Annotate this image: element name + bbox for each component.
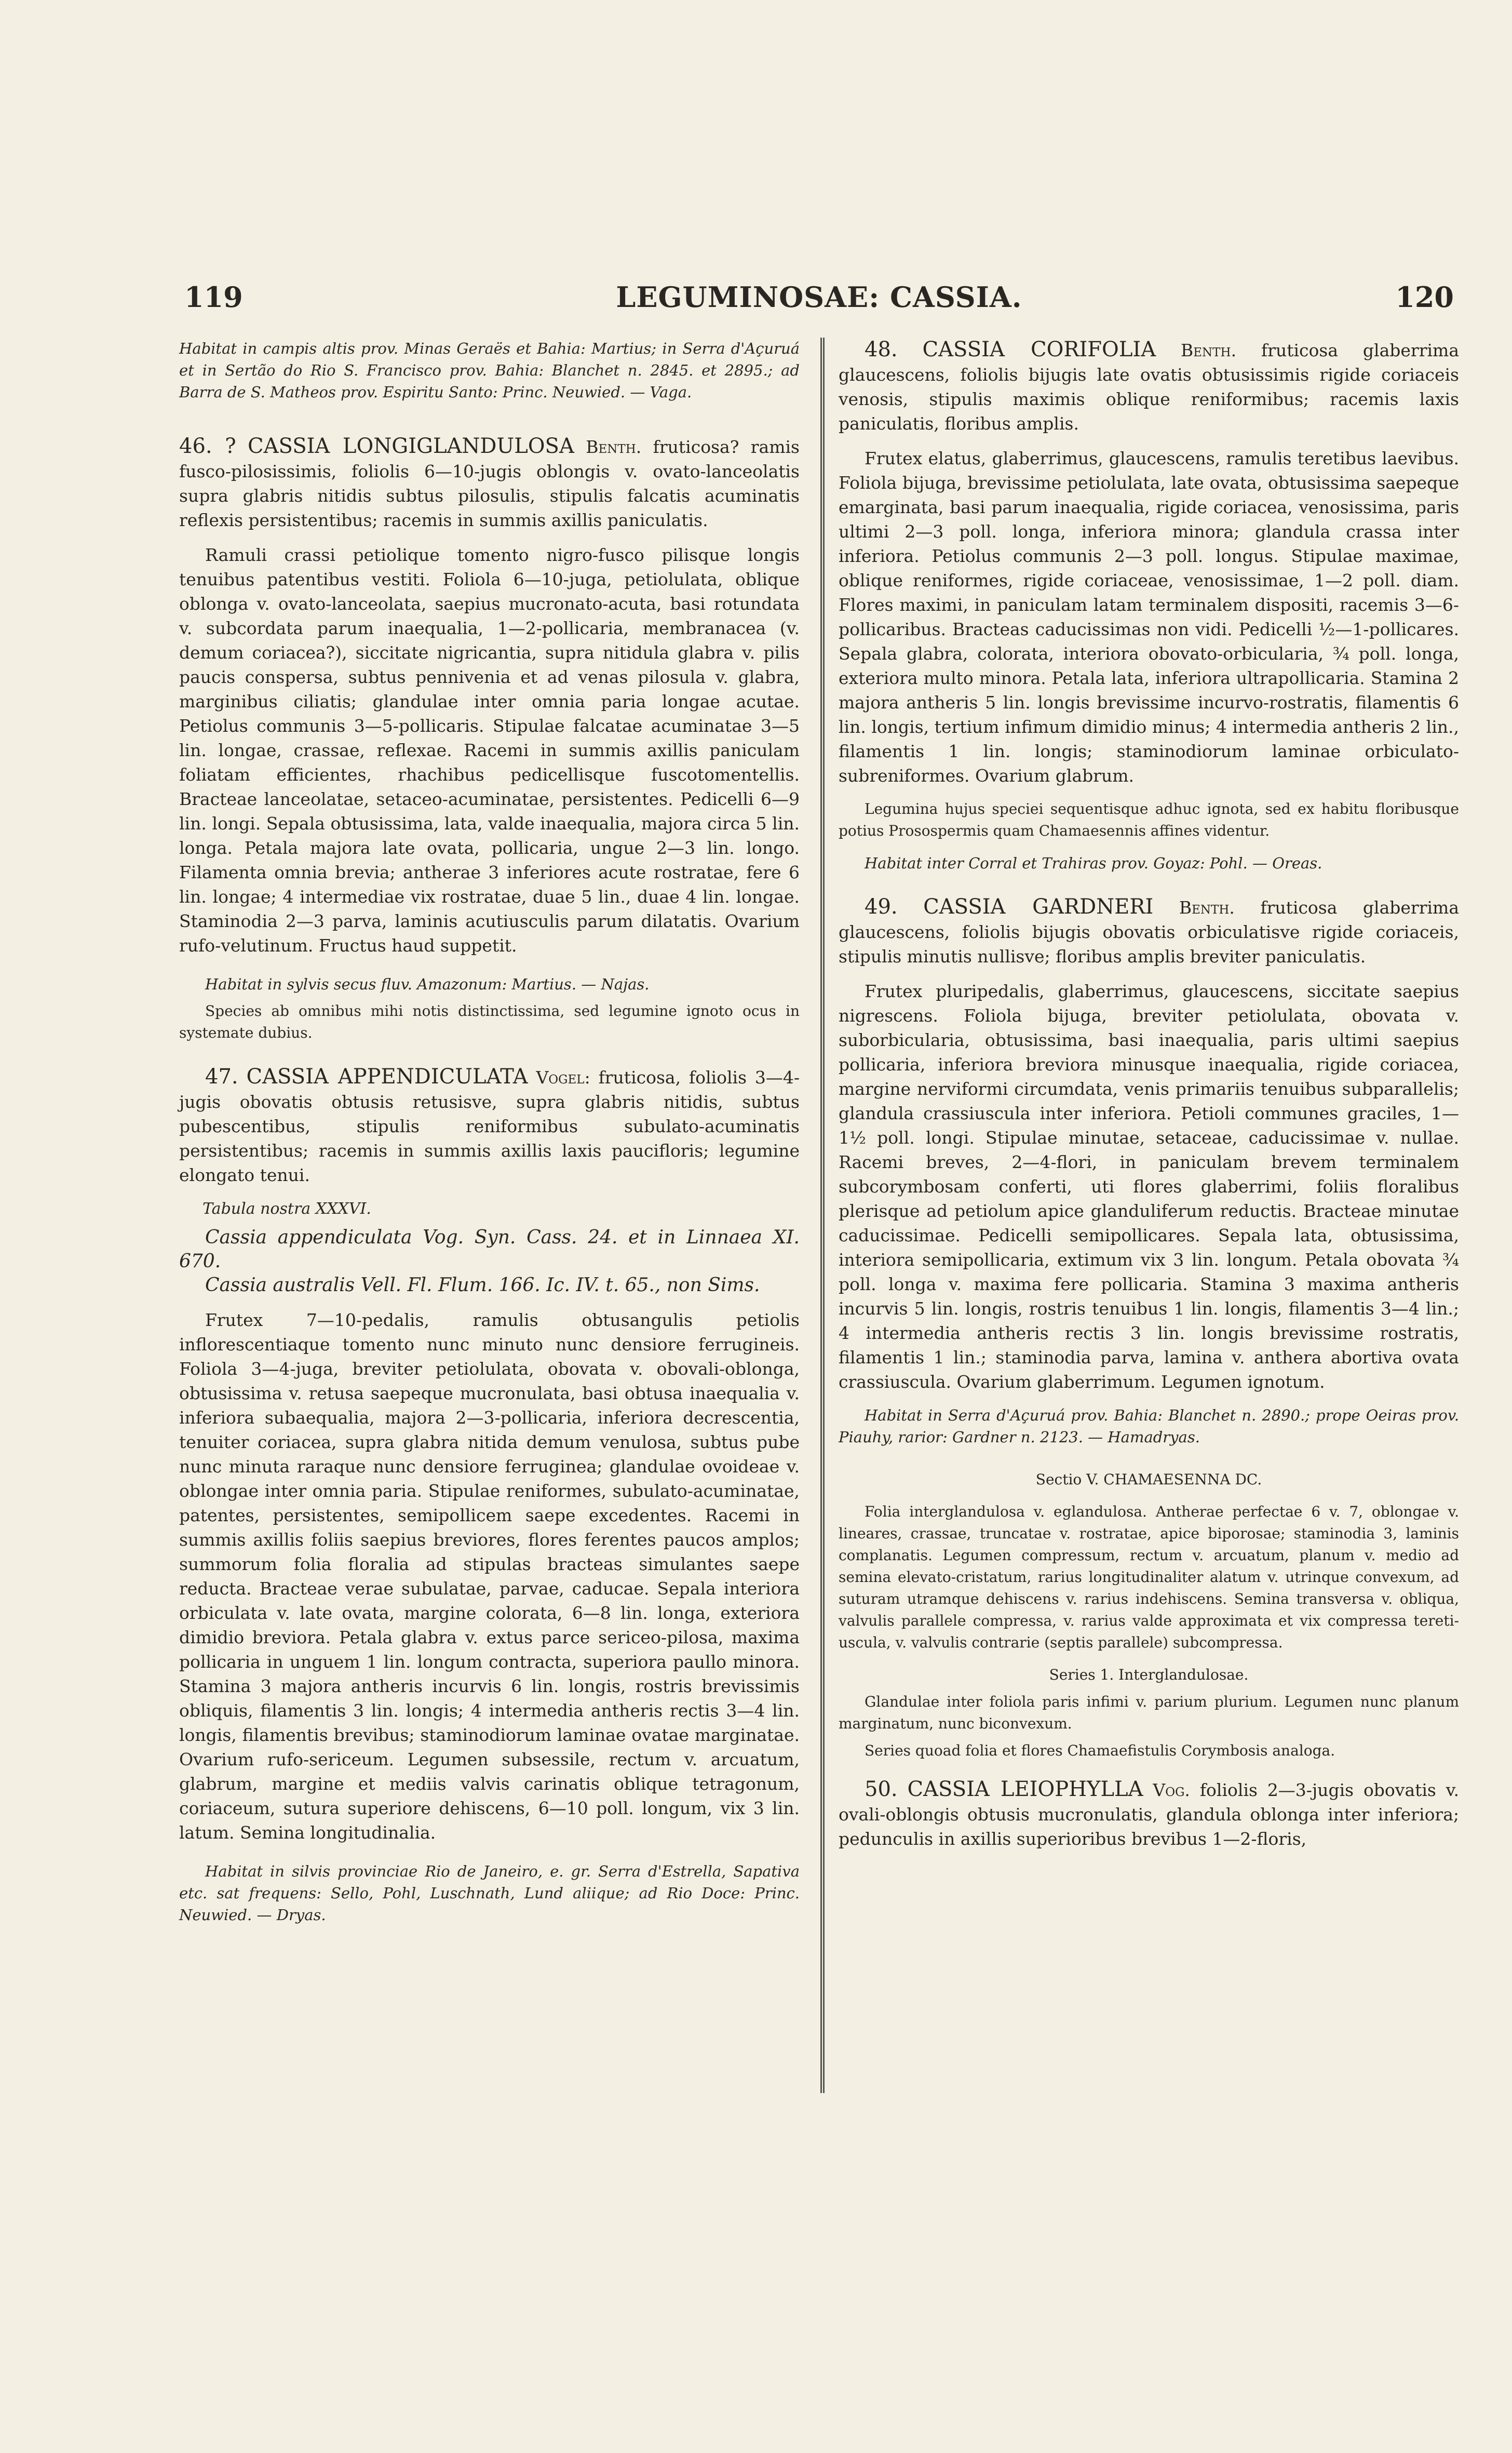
species-49-description: Frutex pluripedalis, glaberrimus, glaucescens, siccitate saepius nigrescens. Foliola bijuga, breviter petiolulata, obovata v. suborbicularia, obtusissima, basi inaequalia, paris ultimi saepius pollicaria, inferiora breviora minusque inaequalia, rigide coriacea, margine nerviformi circumdata, venis primariis tenuibus subparallelis; glandula crassiuscula inter inferiora. Petioli communes graciles, 1—1½ poll. longi. Stipulae minutae, setaceae, caducissimae v. nullae. Racemi breves, 2—4-flori, in paniculam brevem terminalem subcorymbosam conferti, uti flores glaberrimi, foliis floralibus plerisque ad petiolum apice glanduliferum reductis. Bracteae minutae caducissimae. Pedicelli semipollicares. Sepala lata, obtusissima, interiora semipollicaria, extimum vix 3 lin. longum. Petala obovata ¾ poll. longa v. maxima fere pollicaria. Stamina 3 maxima antheris incurvis 5 lin. longis, rostris tenuibus 1 lin. longis, filamentis 3—4 lin.; 4 intermedia antheris rectis 3 lin. longis brevissime rostratis, filamentis 1 lin.; staminodia parva, lamina v. anthera abortiva ovata crassiuscula. Ovarium glaberrimum. Legumen ignotum.: [839, 981, 1459, 1392]
species-46-author: Benth.: [586, 437, 642, 457]
series-note: Series quoad folia et flores Chamaefistulis Corymbosis analoga.: [865, 1742, 1335, 1759]
section-title: Sectio V. CHAMAESENNA DC.: [1035, 1471, 1262, 1488]
species-49-number: 49.: [865, 895, 898, 919]
species-46-number: 46. ?: [179, 434, 236, 458]
species-47-author: Vogel:: [536, 1067, 590, 1088]
species-49-entry: [839, 895, 1459, 969]
habitat-top: Habitat in campis altis prov. Minas Geraës et Bahia: Martius; in Serra d'Açuruá et in Sertão do Rio S. Francisco prov. Bahia: Blanchet n. 2845. et 2895.; ad Barra de S. Matheos prov. Espiritu Santo: Princ. Neuwied. — Vaga.: [179, 340, 800, 401]
species-47-entry: [179, 1065, 800, 1187]
column-divider: [820, 338, 825, 2093]
species-47-number: 47.: [205, 1065, 238, 1089]
species-50-number: 50.: [865, 1777, 898, 1801]
species-48-note: Legumina hujus speciei sequentisque adhuc ignota, sed ex habitu floribusque potius Prosospermis quam Chamaesennis affines videntur.: [839, 800, 1459, 839]
species-48-diagnosis: fruticosa glaberrima glaucescens, foliolis bijugis late ovatis obtusissimis rigide coriaceis venosis, stipulis maximis oblique reniformibus; racemis laxis paniculatis, floribus amplis.: [839, 340, 1459, 434]
species-47-diagnosis: fruticosa, foliolis 3—4-jugis obovatis obtusis retusisve, supra glabris nitidis, subtus pubescentibus, stipulis reniformibus subulato-acuminatis persistentibus; racemis in summis axillis laxis paucifloris; legumine elongato tenui.: [179, 1067, 800, 1185]
series-description: Glandulae inter foliola paris infimi v. parium plurium. Legumen nunc planum marginatum, nunc biconvexum.: [839, 1693, 1459, 1732]
species-48-habitat: Habitat inter Corral et Trahiras prov. Goyaz: Pohl. — Oreas.: [865, 854, 1322, 872]
right-column: [839, 338, 1459, 1851]
species-46-name: CASSIA LONGIGLANDULOSA: [248, 434, 574, 458]
species-46-diagnosis: fruticosa? ramis fusco-pilosissimis, foliolis 6—10-jugis oblongis v. ovato-lanceolatis supra glabris nitidis subtus pilosulis, stipulis falcatis acuminatis reflexis persistentibus; racemis in summis axillis paniculatis.: [179, 437, 800, 530]
species-50-entry: [839, 1777, 1459, 1851]
species-46-description: Ramuli crassi petiolique tomento nigro-fusco pilisque longis tenuibus patentibus vestiti. Foliola 6—10-juga, petiolulata, oblique oblonga v. ovato-lanceolata, saepius mucronato-acuta, basi rotundata v. subcordata parum inaequalia, 1—2-pollicaria, membranacea (v. demum coriacea?), siccitate nigricantia, supra nitidula glabra v. pilis paucis conspersa, subtus pennivenia et ad venas pilosula v. glabra, marginibus ciliatis; glandulae inter omnia paria longae acutae. Petiolus communis 3—5-pollicaris. Stipulae falcatae acuminatae 3—5 lin. longae, crassae, reflexae. Racemi in summis axillis paniculam foliatam efficientes, rhachibus pedicellisque fuscotomentellis. Bracteae lanceolatae, setaceo-acuminatae, persistentes. Pedicelli 6—9 lin. longi. Sepala obtusissima, lata, valde inaequalia, majora circa 5 lin. longa. Petala majora late ovata, pollicaria, ungue 2—3 lin. longo. Filamenta omnia brevia; antherae 3 inferiores acute rostratae, fere 6 lin. longae; 4 intermediae vix rostratae, duae 5 lin., duae 4 lin. longae. Staminodia 2—3 parva, laminis acutiusculis parum dilatatis. Ovarium rufo-velutinum. Fructus haud suppetit.: [179, 545, 800, 956]
species-50-author: Vog.: [1153, 1780, 1190, 1800]
running-title: LEGUMINOSAE: CASSIA.: [616, 280, 1022, 314]
species-48-author: Benth.: [1181, 340, 1237, 360]
species-48-entry: [839, 338, 1459, 436]
species-48-description: Frutex elatus, glaberrimus, glaucescens, ramulis teretibus laevibus. Foliola bijuga, brevissime petiolulata, late ovata, obtusissima saepeque emarginata, basi parum inaequalia, rigide coriacea, venosissima, paris ultimi 2—3 poll. longa, inferiora minora; glandula crassa inter inferiora. Petiolus communis 2—3 poll. longus. Stipulae maximae, oblique reniformes, rigide coriaceae, venosissimae, 1—2 poll. diam. Flores maximi, in paniculam latam terminalem dispositi, racemis 3—6-pollicaribus. Bracteas caducissimas non vidi. Pedicelli ½—1-pollicares. Sepala glabra, colorata, interiora obovato-orbicularia, ¾ poll. longa, exteriora multo minora. Petala lata, inferiora ultrapollicaria. Stamina 2 majora antheris 5 lin. longis brevissime incurvo-rostratis, filamentis 6 lin. longis, tertium infimum dimidio minus; 4 intermedia antheris 2 lin., filamentis 1 lin. longis; staminodiorum laminae orbiculato-subreniformes. Ovarium glabrum.: [839, 448, 1459, 786]
species-49-diagnosis: fruticosa glaberrima glaucescens, foliolis bijugis obovatis orbiculatisve rigide coriaceis, stipulis minutis nullisve; floribus amplis breviter paniculatis.: [839, 897, 1459, 967]
species-49-name: CASSIA GARDNERI: [923, 895, 1154, 919]
species-47-synonym-2: Cassia australis Vell. Fl. Flum. 166. Ic. IV. t. 65., non Sims.: [205, 1275, 760, 1296]
page-header: [177, 280, 1462, 327]
species-48-name: CASSIA CORIFOLIA: [922, 338, 1156, 361]
species-46-entry: [179, 434, 800, 532]
species-47-synonym-1: Cassia appendiculata Vog. Syn. Cass. 24. et in Linnaea XI. 670.: [179, 1227, 800, 1272]
page-number-left: 119: [184, 280, 243, 314]
species-47-habitat: Habitat in silvis provinciae Rio de Janeiro, e. gr. Serra d'Estrella, Sapativa etc. sat frequens: Sello, Pohl, Luschnath, Lund aliique; ad Rio Doce: Princ. Neuwied. — Dryas.: [179, 1862, 800, 1924]
species-49-habitat: Habitat in Serra d'Açuruá prov. Bahia: Blanchet n. 2890.; prope Oeiras prov. Piauhy, rarior: Gardner n. 2123. — Hamadryas.: [839, 1406, 1459, 1446]
species-49-author: Benth.: [1179, 897, 1235, 918]
species-46-habitat: Habitat in sylvis secus fluv. Amazonum: Martius. — Najas.: [205, 975, 650, 993]
series-title: Series 1. Interglandulosae.: [1049, 1666, 1249, 1683]
species-47-plate: Tabula nostra XXXVI.: [203, 1200, 371, 1218]
page-number-right: 120: [1395, 280, 1454, 314]
species-47-description: Frutex 7—10-pedalis, ramulis obtusangulis petiolis inflorescentiaque tomento nunc minuto nunc densiore ferrugineis. Foliola 3—4-juga, breviter petiolulata, obovata v. obovali-oblonga, obtusissima v. retusa saepeque mucronulata, basi obtusa inaequalia v. inferiora subaequalia, majora 2—3-pollicaria, inferiora decrescentia, tenuiter coriacea, supra glabra nitida demum venulosa, subtus pube nunc minuta raraque nunc densiore ferruginea; glandulae ovoideae v. oblongae inter omnia paria. Stipulae reniformes, subulato-acuminatae, patentes, persistentes, semipollicem saepe excedentes. Racemi in summis axillis foliis saepius breviores, flores ferentes paucos amplos; summorum folia floralia ad stipulas bracteas simulantes saepe reducta. Bracteae verae subulatae, parvae, caducae. Sepala interiora orbiculata v. late ovata, margine colorata, 6—8 lin. longa, exteriora dimidio breviora. Petala glabra v. extus parce sericeo-pilosa, maxima pollicaria in unguem 1 lin. longum contracta, superiora paullo minora. Stamina 3 majora antheris incurvis 6 lin. longis, rostris brevissimis obliquis, filamentis 3 lin. longis; 4 intermedia antheris rectis 3—4 lin. longis, filamentis brevibus; staminodiorum laminae ovatae marginatae. Ovarium rufo-sericeum. Legumen subsessile, rectum v. arcuatum, glabrum, margine et mediis valvis carinatis oblique tetragonum, coriaceum, sutura superiore dehiscens, 6—10 poll. longum, vix 3 lin. latum. Semina longitudinalia.: [179, 1310, 800, 1843]
species-47-name: CASSIA APPENDICULATA: [246, 1065, 528, 1089]
section-description: Folia interglandulosa v. eglandulosa. Antherae perfectae 6 v. 7, oblongae v. lineares, crassae, truncatae v. rostratae, apice biporosae; staminodia 3, laminis complanatis. Legumen compressum, rectum v. arcuatum, planum v. medio ad semina elevato-cristatum, rarius longitudinaliter alatum v. utrinque convexum, ad suturam utramque dehiscens v. rarius indehiscens. Semina transversa v. obliqua, valvulis parallele compressa, v. rarius valde approximata et vix compressa tereti-uscula, v. valvulis contrarie (septis parallele) subcompressa.: [839, 1503, 1459, 1651]
left-column: [179, 338, 800, 1926]
species-48-number: 48.: [865, 338, 898, 361]
species-46-note: Species ab omnibus mihi notis distinctissima, sed legumine ignoto ocus in systemate dubius.: [179, 1002, 800, 1041]
species-50-name: CASSIA LEIOPHYLLA: [907, 1777, 1143, 1801]
species-50-diagnosis: foliolis 2—3-jugis obovatis v. ovali-oblongis obtusis mucronulatis, glandula oblonga inter inferiora; pedunculis in axillis superioribus brevibus 1—2-floris,: [839, 1780, 1459, 1849]
